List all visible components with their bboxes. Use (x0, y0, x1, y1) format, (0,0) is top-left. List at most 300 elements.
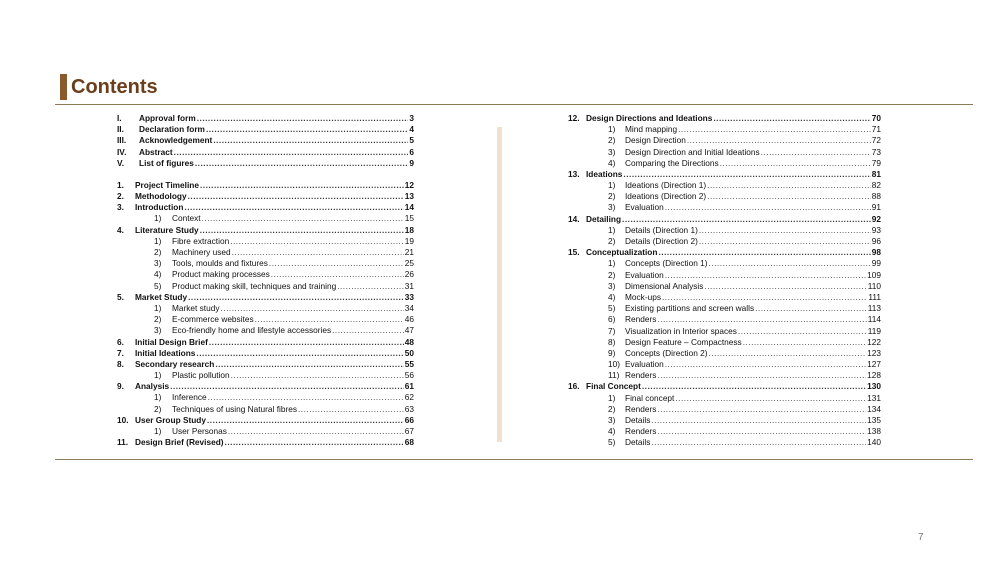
toc-subsection-entry[interactable] (117, 426, 414, 437)
toc-subsection-entry[interactable] (568, 393, 881, 404)
toc-entry-page: 48 (404, 336, 414, 347)
toc-entry-page: 62 (404, 392, 414, 403)
toc-subsection-entry[interactable] (568, 337, 881, 348)
toc-entry-label: Mock-ups (625, 291, 661, 302)
toc-entry-page: 135 (867, 415, 881, 426)
toc-entry-label: Eco-friendly home and lifestyle accessories (172, 325, 332, 336)
toc-leader-dots (709, 348, 867, 359)
toc-entry-page: 9 (409, 157, 414, 168)
toc-subsection-entry[interactable] (568, 370, 881, 381)
toc-leader-dots (197, 113, 409, 124)
toc-leader-dots (213, 135, 408, 146)
toc-leader-dots (657, 314, 866, 325)
toc-leader-dots (743, 337, 866, 348)
toc-leader-dots (221, 303, 404, 314)
toc-entry-page: 31 (404, 280, 414, 291)
toc-entry-label: Design Direction (625, 135, 686, 146)
toc-leader-dots (665, 359, 866, 370)
toc-subsection-entry[interactable] (117, 393, 414, 404)
toc-entry-page: 71 (871, 124, 881, 135)
toc-front-matter-entry[interactable] (117, 135, 414, 146)
toc-entry-page: 138 (867, 426, 881, 437)
toc-entry-number: 14. (568, 213, 580, 224)
toc-leader-dots (678, 124, 871, 135)
toc-entry-number: 10) (608, 359, 620, 370)
toc-entry-number: 4) (608, 291, 616, 302)
toc-leader-dots (657, 426, 866, 437)
toc-chapter-entry[interactable] (568, 169, 881, 180)
toc-leader-dots (657, 370, 866, 381)
toc-entry-page: 113 (867, 303, 881, 314)
toc-subsection-entry[interactable] (117, 325, 414, 336)
toc-leader-dots (209, 337, 404, 348)
toc-subsection-entry[interactable] (568, 314, 881, 325)
toc-entry-number: 8. (117, 358, 124, 369)
toc-subsection-entry[interactable] (568, 292, 881, 303)
toc-leader-dots (188, 191, 404, 202)
toc-subsection-entry[interactable] (117, 258, 414, 269)
toc-entry-page: 99 (871, 258, 881, 269)
toc-leader-dots (230, 236, 404, 247)
toc-entry-page: 82 (871, 180, 881, 191)
toc-entry-page: 4 (409, 124, 414, 135)
toc-entry-label: Renders (625, 314, 657, 325)
page-title: Contents (71, 76, 158, 98)
toc-chapter-entry[interactable] (117, 415, 414, 426)
toc-entry-page: 21 (404, 247, 414, 258)
toc-entry-page: 134 (867, 403, 881, 414)
toc-entry-number: 2) (154, 314, 162, 325)
toc-leader-dots (657, 404, 866, 415)
toc-entry-page: 128 (867, 370, 881, 381)
toc-entry-label: User Personas (172, 426, 227, 437)
toc-entry-number: II. (117, 124, 124, 135)
toc-entry-number: 3) (608, 415, 616, 426)
toc-leader-dots (651, 415, 866, 426)
toc-front-matter-entry[interactable] (117, 147, 414, 158)
toc-chapter-entry[interactable] (568, 247, 881, 258)
toc-entry-label: Approval form (139, 112, 196, 123)
toc-leader-dots (623, 169, 870, 180)
toc-entry-label: Inference (172, 392, 207, 403)
toc-entry-number: 13. (568, 168, 580, 179)
toc-entry-number: 9) (608, 347, 616, 358)
toc-entry-label: List of figures (139, 157, 194, 168)
toc-subsection-entry[interactable] (568, 225, 881, 236)
toc-leader-dots (622, 214, 871, 225)
toc-entry-number: 5) (154, 280, 162, 291)
toc-subsection-entry[interactable] (117, 236, 414, 247)
toc-leader-dots (206, 124, 408, 135)
toc-leader-dots (675, 393, 866, 404)
toc-subsection-entry[interactable] (568, 281, 881, 292)
toc-entry-page: 26 (404, 269, 414, 280)
toc-entry-page: 56 (404, 370, 414, 381)
toc-entry-label: Literature Study (135, 224, 199, 235)
toc-entry-number: 1. (117, 179, 124, 190)
toc-entry-number: 4) (608, 157, 616, 168)
toc-leader-dots (720, 158, 871, 169)
toc-leader-dots (170, 381, 404, 392)
toc-entry-number: 7) (608, 325, 616, 336)
toc-entry-label: Initial Design Brief (135, 336, 208, 347)
toc-left-column (117, 113, 414, 448)
toc-entry-label: Product making processes (172, 269, 270, 280)
toc-entry-page: 14 (404, 202, 414, 213)
toc-subsection-entry[interactable] (117, 314, 414, 325)
toc-subsection-entry[interactable] (568, 415, 881, 426)
toc-entry-number: 3) (154, 325, 162, 336)
toc-leader-dots (738, 326, 867, 337)
toc-entry-page: 66 (404, 414, 414, 425)
toc-subsection-entry[interactable] (117, 303, 414, 314)
toc-entry-page: 61 (404, 381, 414, 392)
toc-entry-label: Market Study (135, 291, 188, 302)
toc-entry-number: 7. (117, 347, 124, 358)
toc-leader-dots (687, 135, 871, 146)
toc-subsection-entry[interactable] (568, 258, 881, 269)
toc-entry-label: Concepts (Direction 1) (625, 258, 708, 269)
toc-entry-page: 91 (871, 202, 881, 213)
toc-leader-dots (665, 202, 871, 213)
top-rule (55, 104, 973, 105)
toc-entry-number: 6. (117, 336, 124, 347)
toc-leader-dots (232, 247, 404, 258)
toc-leader-dots (658, 247, 870, 258)
toc-entry-label: Design Feature – Compactness (625, 336, 742, 347)
toc-entry-number: 2) (154, 403, 162, 414)
toc-entry-page: 5 (409, 135, 414, 146)
toc-subsection-entry[interactable] (568, 426, 881, 437)
toc-subsection-entry[interactable] (568, 303, 881, 314)
toc-entry-page: 70 (871, 112, 881, 123)
toc-subsection-entry[interactable] (117, 247, 414, 258)
toc-entry-label: Evaluation (625, 202, 664, 213)
toc-leader-dots (651, 437, 866, 448)
toc-chapter-entry[interactable] (568, 214, 881, 225)
toc-entry-number: 5) (608, 303, 616, 314)
toc-entry-page: 47 (404, 325, 414, 336)
toc-subsection-entry[interactable] (568, 147, 881, 158)
toc-entry-page: 3 (409, 112, 414, 123)
toc-entry-number: 1) (608, 124, 616, 135)
toc-entry-page: 55 (404, 358, 414, 369)
toc-entry-number: 15. (568, 247, 580, 258)
toc-entry-page: 98 (871, 247, 881, 258)
bottom-rule (55, 459, 973, 460)
toc-entry-label: Renders (625, 426, 657, 437)
toc-entry-page: 92 (871, 213, 881, 224)
toc-entry-label: Details (Direction 2) (625, 236, 698, 247)
toc-entry-page: 140 (867, 437, 881, 448)
toc-entry-label: Final concept (625, 392, 675, 403)
toc-entry-number: 10. (117, 414, 129, 425)
toc-chapter-entry[interactable] (568, 113, 881, 124)
toc-entry-number: 5. (117, 291, 124, 302)
toc-chapter-entry[interactable] (117, 292, 414, 303)
toc-leader-dots (755, 303, 867, 314)
toc-entry-label: Methodology (135, 191, 187, 202)
toc-entry-label: Analysis (135, 381, 170, 392)
toc-entry-number: 2) (608, 135, 616, 146)
toc-entry-number: 1) (608, 224, 616, 235)
toc-entry-label: Evaluation (625, 359, 664, 370)
toc-entry-number: 12. (568, 112, 580, 123)
toc-chapter-entry[interactable] (117, 359, 414, 370)
toc-subsection-entry[interactable] (568, 404, 881, 415)
toc-entry-label: Detailing (586, 213, 622, 224)
toc-leader-dots (188, 292, 404, 303)
toc-right-column (568, 113, 881, 449)
toc-entry-page: 50 (404, 347, 414, 358)
toc-entry-page: 19 (404, 235, 414, 246)
toc-entry-page: 6 (409, 146, 414, 157)
toc-entry-page: 25 (404, 258, 414, 269)
toc-entry-label: User Group Study (135, 414, 206, 425)
toc-subsection-entry[interactable] (568, 437, 881, 448)
toc-leader-dots (761, 147, 871, 158)
toc-subsection-entry[interactable] (568, 158, 881, 169)
toc-entry-page: 93 (871, 224, 881, 235)
toc-entry-number: 1) (154, 392, 162, 403)
toc-entry-number: V. (117, 157, 125, 168)
toc-entry-page: 12 (404, 179, 414, 190)
toc-entry-label: Initial Ideations (135, 347, 196, 358)
toc-subsection-entry[interactable] (117, 281, 414, 292)
toc-entry-number: 3) (608, 280, 616, 291)
toc-subsection-entry[interactable] (568, 191, 881, 202)
title-accent-bar (60, 74, 67, 100)
toc-entry-number: 8) (608, 336, 616, 347)
toc-entry-label: Secondary research (135, 358, 215, 369)
toc-chapter-entry[interactable] (117, 337, 414, 348)
toc-entry-number: 4. (117, 224, 124, 235)
toc-entry-label: E-commerce websites (172, 314, 254, 325)
toc-entry-label: Details (625, 437, 651, 448)
toc-subsection-entry[interactable] (568, 359, 881, 370)
toc-entry-label: Project Timeline (135, 179, 199, 190)
toc-entry-page: 63 (404, 403, 414, 414)
toc-subsection-entry[interactable] (568, 124, 881, 135)
toc-entry-number: 2) (608, 191, 616, 202)
toc-entry-number: 6) (608, 314, 616, 325)
toc-entry-label: Visualization in Interior spaces (625, 325, 737, 336)
section-gap (117, 169, 414, 180)
toc-entry-page: 114 (867, 314, 881, 325)
toc-chapter-entry[interactable] (117, 202, 414, 213)
toc-entry-page: 15 (404, 213, 414, 224)
toc-leader-dots (228, 426, 404, 437)
toc-entry-page: 123 (867, 347, 881, 358)
toc-entry-number: 11) (608, 370, 620, 381)
toc-entry-label: Design Directions and Ideations (586, 112, 713, 123)
toc-entry-label: Machinery used (172, 247, 231, 258)
toc-leader-dots (699, 236, 871, 247)
toc-leader-dots (200, 225, 404, 236)
toc-leader-dots (642, 381, 866, 392)
toc-leader-dots (196, 348, 403, 359)
toc-chapter-entry[interactable] (117, 180, 414, 191)
toc-chapter-entry[interactable] (117, 348, 414, 359)
toc-leader-dots (709, 258, 871, 269)
toc-entry-label: Dimensional Analysis (625, 280, 704, 291)
toc-leader-dots (225, 437, 404, 448)
toc-entry-label: Product making skill, techniques and training (172, 280, 337, 291)
toc-entry-label: Details (625, 415, 651, 426)
toc-leader-dots (269, 258, 404, 269)
toc-entry-label: Ideations (Direction 2) (625, 191, 707, 202)
toc-leader-dots (665, 270, 866, 281)
toc-entry-page: 88 (871, 191, 881, 202)
toc-chapter-entry[interactable] (117, 437, 414, 448)
toc-entry-number: 1) (154, 302, 162, 313)
toc-entry-label: Introduction (135, 202, 184, 213)
toc-entry-label: Acknowledgement (139, 135, 213, 146)
toc-leader-dots (207, 415, 404, 426)
toc-entry-number: 3) (608, 202, 616, 213)
toc-entry-number: 2) (608, 236, 616, 247)
toc-entry-page: 73 (871, 146, 881, 157)
toc-entry-number: 3) (154, 258, 162, 269)
toc-entry-label: Existing partitions and screen walls (625, 303, 755, 314)
toc-entry-number: 3. (117, 202, 124, 213)
toc-entry-page: 96 (871, 236, 881, 247)
toc-entry-page: 109 (867, 269, 881, 280)
toc-entry-label: Tools, moulds and fixtures (172, 258, 268, 269)
toc-subsection-entry[interactable] (568, 236, 881, 247)
toc-entry-number: 1) (154, 426, 162, 437)
toc-entry-page: 18 (404, 224, 414, 235)
toc-entry-label: Details (Direction 1) (625, 224, 698, 235)
toc-entry-page: 13 (404, 191, 414, 202)
toc-front-matter-entry[interactable] (117, 158, 414, 169)
toc-entry-number: 3) (608, 146, 616, 157)
toc-front-matter-entry[interactable] (117, 113, 414, 124)
toc-entry-label: Conceptualization (586, 247, 658, 258)
toc-entry-page: 130 (867, 381, 881, 392)
toc-entry-number: 1) (608, 258, 616, 269)
toc-subsection-entry[interactable] (117, 214, 414, 225)
toc-entry-page: 46 (404, 314, 414, 325)
toc-front-matter-entry[interactable] (117, 124, 414, 135)
toc-leader-dots (184, 202, 403, 213)
toc-chapter-entry[interactable] (568, 382, 881, 393)
toc-entry-number: 1) (154, 235, 162, 246)
toc-leader-dots (704, 281, 866, 292)
toc-entry-number: 2) (608, 403, 616, 414)
toc-leader-dots (208, 392, 404, 403)
toc-entry-label: Mind mapping (625, 124, 678, 135)
toc-entry-number: 2) (608, 269, 616, 280)
toc-subsection-entry[interactable] (568, 270, 881, 281)
page-number: 7 (918, 532, 924, 543)
toc-entry-page: 111 (868, 291, 881, 302)
toc-leader-dots (202, 213, 404, 224)
toc-entry-number: 9. (117, 381, 124, 392)
toc-leader-dots (195, 158, 409, 169)
toc-entry-page: 33 (404, 291, 414, 302)
toc-entry-page: 110 (867, 280, 881, 291)
toc-entry-label: Renders (625, 370, 657, 381)
toc-entry-label: Market study (172, 302, 220, 313)
toc-entry-number: 1) (154, 370, 162, 381)
toc-leader-dots (337, 281, 404, 292)
toc-leader-dots (215, 359, 403, 370)
toc-leader-dots (174, 147, 409, 158)
toc-entry-label: Abstract (139, 146, 173, 157)
toc-leader-dots (332, 325, 404, 336)
toc-entry-label: Techniques of using Natural fibres (172, 403, 297, 414)
toc-entry-number: IV. (117, 146, 127, 157)
toc-leader-dots (298, 404, 404, 415)
toc-entry-page: 68 (404, 437, 414, 448)
toc-entry-number: 11. (117, 437, 129, 448)
toc-entry-number: 1) (608, 392, 616, 403)
toc-entry-label: Evaluation (625, 269, 664, 280)
toc-leader-dots (699, 225, 871, 236)
toc-entry-number: III. (117, 135, 127, 146)
toc-entry-label: Design Brief (Revised) (135, 437, 224, 448)
toc-entry-label: Final Concept (586, 381, 641, 392)
toc-entry-label: Fibre extraction (172, 235, 230, 246)
toc-chapter-entry[interactable] (117, 381, 414, 392)
toc-leader-dots (271, 269, 404, 280)
toc-entry-label: Context (172, 213, 201, 224)
toc-entry-page: 122 (867, 336, 881, 347)
toc-entry-page: 67 (404, 426, 414, 437)
toc-leader-dots (231, 370, 404, 381)
toc-entry-page: 34 (404, 302, 414, 313)
toc-leader-dots (713, 113, 870, 124)
toc-entry-number: 4) (154, 269, 162, 280)
toc-subsection-entry[interactable] (117, 269, 414, 280)
toc-entry-number: 1) (154, 213, 162, 224)
toc-entry-number: 5) (608, 437, 616, 448)
toc-subsection-entry[interactable] (568, 180, 881, 191)
toc-entry-label: Renders (625, 403, 657, 414)
toc-leader-dots (707, 180, 871, 191)
toc-entry-number: 2) (154, 247, 162, 258)
toc-leader-dots (707, 191, 871, 202)
toc-leader-dots (662, 292, 867, 303)
toc-entry-number: 4) (608, 426, 616, 437)
toc-entry-label: Comparing the Directions (625, 157, 719, 168)
toc-entry-page: 131 (867, 392, 881, 403)
toc-entry-number: I. (117, 112, 122, 123)
toc-entry-number: 16. (568, 381, 580, 392)
toc-entry-label: Declaration form (139, 124, 205, 135)
toc-entry-page: 81 (871, 168, 881, 179)
toc-entry-label: Plastic pollution (172, 370, 230, 381)
toc-subsection-entry[interactable] (568, 135, 881, 146)
toc-subsection-entry[interactable] (568, 326, 881, 337)
toc-leader-dots (200, 180, 404, 191)
toc-leader-dots (255, 314, 404, 325)
toc-entry-page: 72 (871, 135, 881, 146)
toc-entry-number: 2. (117, 191, 124, 202)
toc-subsection-entry[interactable] (117, 404, 414, 415)
toc-subsection-entry[interactable] (568, 348, 881, 359)
toc-entry-label: Design Direction and Initial Ideations (625, 146, 760, 157)
toc-subsection-entry[interactable] (117, 370, 414, 381)
toc-entry-number: 1) (608, 180, 616, 191)
column-divider (497, 127, 502, 442)
toc-entry-page: 119 (867, 325, 881, 336)
toc-chapter-entry[interactable] (117, 191, 414, 202)
toc-chapter-entry[interactable] (117, 225, 414, 236)
toc-subsection-entry[interactable] (568, 203, 881, 214)
toc-entry-label: Concepts (Direction 2) (625, 347, 708, 358)
